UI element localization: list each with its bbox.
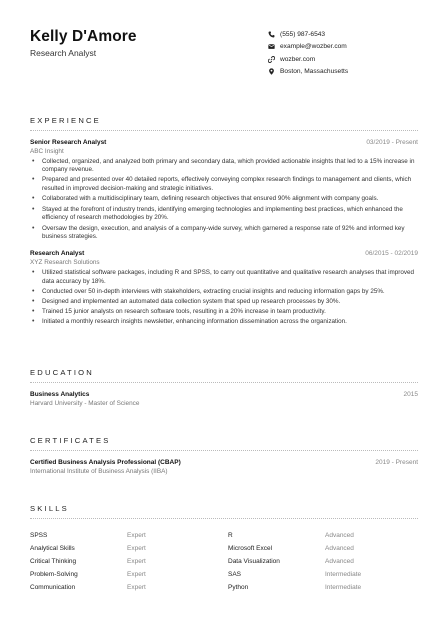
section-title-education: EDUCATION	[30, 368, 94, 377]
section-title-certificates: CERTIFICATES	[30, 436, 111, 445]
contact-email	[268, 41, 348, 54]
contact-location-text: Boston, Massachusetts	[280, 68, 349, 76]
phone-icon	[268, 31, 280, 38]
skill-level: Expert	[127, 584, 146, 591]
contact-list	[268, 28, 348, 78]
certificate-name: Certified Business Analysis Professional (CBAP)	[30, 459, 181, 466]
contact-email-text[interactable]: example@wozber.com	[280, 43, 347, 51]
degree-name: Business Analytics	[30, 391, 90, 398]
skill-name: Microsoft Excel	[228, 545, 273, 552]
job-bullet: • Utilized statistical software packages, including R and SPSS, to carry out quantitative and qualitative research analyses that improved data accuracy by 18%.	[42, 269, 418, 287]
experience-section	[30, 116, 418, 328]
job-bullet: • Collected, organized, and analyzed both primary and secondary data, which provided actionable insights that led to a 15% increase in company revenue.	[42, 158, 418, 176]
education-entry	[30, 391, 418, 407]
contact-website-text[interactable]: wozber.com	[280, 55, 316, 63]
skill-name: Data Visualization	[228, 558, 280, 565]
section-divider	[30, 130, 418, 131]
skill-level: Advanced	[325, 558, 354, 565]
education-date: 2015	[403, 391, 418, 398]
job-bullet: • Initiated a monthly research insights newsletter, enhancing information dissemination across the organization.	[42, 318, 418, 327]
skill-level: Advanced	[325, 545, 354, 552]
job-entry	[30, 139, 418, 242]
job-title: Research Analyst	[30, 250, 85, 258]
contact-location	[268, 66, 348, 79]
skill-level: Intermediate	[325, 571, 362, 578]
skill-name: SPSS	[30, 532, 48, 539]
job-bullet: • Conducted over 50 in-depth interviews with stakeholders, extracting crucial insights and reducing information gaps by 25%.	[42, 288, 418, 297]
job-bullets	[30, 269, 418, 327]
candidate-name: Kelly D'Amore	[30, 28, 137, 45]
certificate-entry	[30, 459, 418, 475]
education-section	[30, 368, 418, 407]
skill-level: Expert	[127, 532, 146, 539]
skill-level: Expert	[127, 558, 146, 565]
section-divider	[30, 450, 418, 451]
section-title-experience: EXPERIENCE	[30, 116, 101, 125]
skills-grid	[30, 529, 418, 594]
skill-name: R	[228, 532, 233, 539]
skill-name: SAS	[228, 571, 242, 578]
school-name: Harvard University - Master of Science	[30, 399, 140, 407]
job-title: Senior Research Analyst	[30, 139, 107, 146]
section-title-skills: SKILLS	[30, 504, 69, 513]
job-dates: 06/2015 - 02/2019	[365, 250, 418, 258]
job-bullet: • Prepared and presented over 40 detailed reports, effectively conveying complex research findings to management and clients, which resulted in improved decision-making and strategic initiatives.	[42, 176, 418, 194]
section-divider	[30, 518, 418, 519]
skill-name: Python	[228, 584, 249, 591]
skill-name: Analytical Skills	[30, 545, 75, 552]
job-bullet: • Designed and implemented an automated data collection system that sped up research processes by 30%.	[42, 298, 418, 307]
job-entry	[30, 250, 418, 327]
job-company: XYZ Research Solutions	[30, 258, 100, 266]
job-company: ABC Insight	[30, 147, 64, 155]
candidate-role: Research Analyst	[30, 48, 97, 58]
location-pin-icon	[268, 68, 280, 75]
skill-name: Critical Thinking	[30, 558, 77, 565]
job-dates: 03/2019 - Present	[366, 139, 418, 146]
email-icon	[268, 43, 280, 50]
contact-phone-text[interactable]: (555) 987-6543	[280, 30, 326, 38]
skill-name: Communication	[30, 584, 76, 591]
contact-phone	[268, 28, 348, 41]
skill-level: Expert	[127, 571, 146, 578]
link-icon	[268, 56, 280, 63]
skill-level: Expert	[127, 545, 146, 552]
skills-section	[30, 504, 418, 594]
section-divider	[30, 382, 418, 383]
skill-level: Intermediate	[325, 584, 362, 591]
job-bullet: • Oversaw the design, execution, and analysis of a company-wide survey, which garnered a response rate of 92% and informed key business strategies.	[42, 225, 418, 243]
job-bullets	[30, 158, 418, 243]
certificate-date: 2019 - Present	[375, 459, 418, 466]
certificate-issuer: International Institute of Business Analysis (IIBA)	[30, 467, 168, 475]
job-bullet: • Collaborated with a multidisciplinary team, defining research objectives that ensured 90% alignment with company goals.	[42, 195, 418, 204]
certificates-section	[30, 436, 418, 475]
job-bullet: • Trained 15 junior analysts on research software tools, resulting in a 20% increase in team productivity.	[42, 308, 418, 317]
skill-level: Advanced	[325, 532, 354, 539]
skill-name: Problem-Solving	[30, 571, 78, 578]
job-bullet: • Stayed at the forefront of industry trends, identifying emerging technologies and implementing best practices, which enhanced the efficiency of research methodologies by 20%.	[42, 206, 418, 224]
contact-website	[268, 53, 348, 66]
